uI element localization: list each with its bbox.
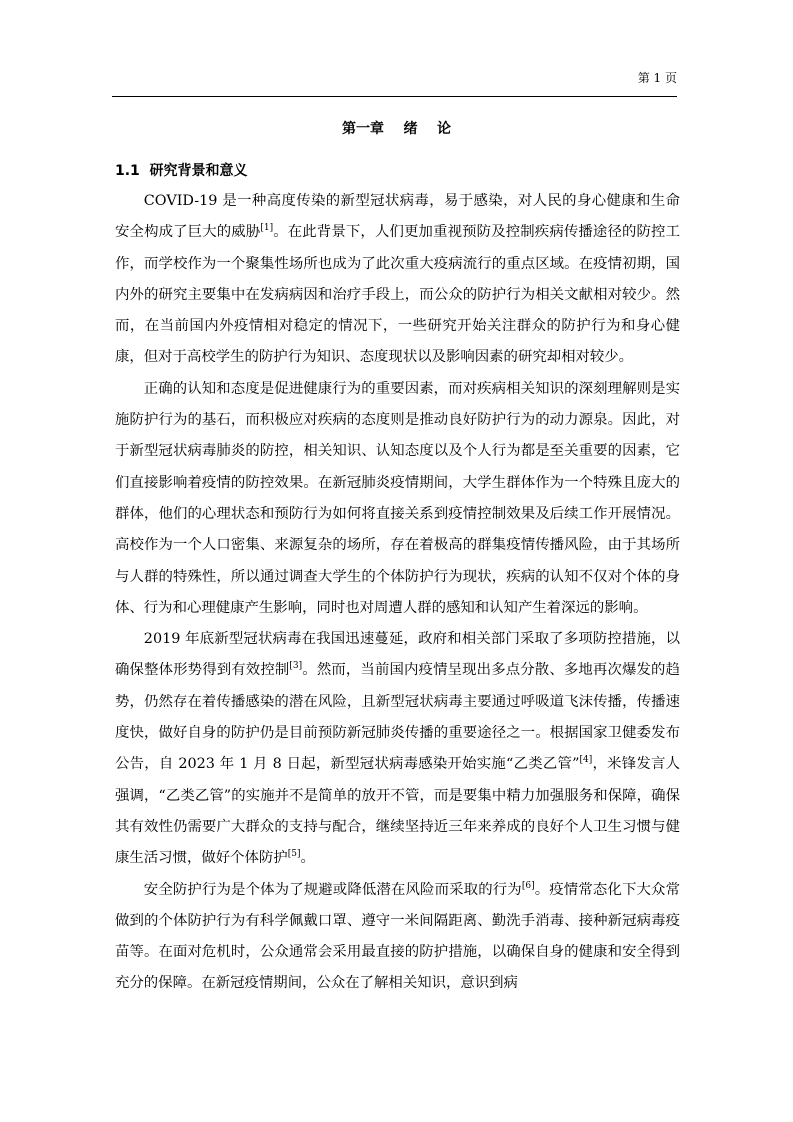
paragraph	[115, 624, 680, 874]
text-run: 。在此背景下，人们更加重视预防及控制疾病传播途径的防控工作，而学校作为一个聚集性场所也成为了此次重大疫病流行的重点区域。在疫情初期，国内外的研究主要集中在发病病因和治疗手段上，而公众的防护行为相关文献相对较少。然而，在当前国内外疫情相对稳定的情况下，一些研究开始关注群众的防护行为和身心健康，但对于高校学生的防护行为知识、态度现状以及影响因素的研究却相对较少。	[115, 224, 680, 366]
citation-ref: [1]	[260, 223, 274, 234]
text-run: 安全防护行为是个体为了规避或降低潜在风险而采取的行为	[143, 881, 522, 898]
text-run: 。疫情常态化下大众常做到的个体防护行为有科学佩戴口罩、遵守一米间隔距离、勤洗手消毒、接种新冠病毒疫苗等。在面对危机时，公众通常会采用最直接的防护措施，以确保自身的健康和安全得到充分的保障。在新冠疫情期间，公众在了解相关知识，意识到病	[115, 881, 680, 992]
citation-ref: [4]	[579, 755, 593, 766]
paragraph	[115, 875, 680, 1000]
paragraph	[115, 374, 680, 624]
text-run: ，米锋发言人强调，“乙类乙管”的实施并不是简单的放开不管，而是要集中精力加强服务和保障，确保其有效性仍需要广大群众的支持与配合，继续坚持近三年来养成的良好个人卫生习惯与健康生活习惯，做好个体防护	[115, 756, 680, 867]
header-divider	[112, 96, 677, 97]
body-text	[115, 186, 680, 1000]
page-header	[117, 70, 677, 86]
text-run: 。然而，当前国内疫情呈现出多点分散、多地再次爆发的趋势，仍然存在着传播感染的潜在风险，且新型冠状病毒主要通过呼吸道飞沫传播，传播速度快，做好自身的防护仍是目前预防新冠肺炎传播的重要途径之一。根据国家卫健委发布公告，自 2023 年 1 月 8 日起，新型冠状病毒感染开始实施“乙类乙管”	[115, 662, 680, 773]
text-run: 正确的认知和态度是促进健康行为的重要因素，而对疾病相关知识的深刻理解则是实施防护行为的基石，而积极应对疾病的态度则是推动良好防护行为的动力源泉。因此，对于新型冠状病毒肺炎的防控，相关知识、认知态度以及个人行为都是至关重要的因素，它们直接影响着疫情的防控效果。在新冠肺炎疫情期间，大学生群体作为一个特殊且庞大的群体，他们的心理状态和预防行为如何将直接关系到疫情控制效果及后续工作开展情况。高校作为一个人口密集、来源复杂的场所，存在着极高的群集疫情传播风险，由于其场所与人群的特殊性，所以通过调查大学生的个体防护行为现状，疾病的认知不仅对个体的身体、行为和心理健康产生影响，同时也对周遭人群的感知和认知产生着深远的影响。	[115, 380, 680, 616]
citation-ref: [6]	[521, 880, 535, 891]
text-run: COVID-19 是一种高度传染的新型冠状病毒，易于感染，对人民的身心健康和生命安全构成了巨大的威胁	[115, 193, 680, 241]
section-heading: 1.1 研究背景和意义	[115, 163, 248, 179]
paragraph	[115, 186, 680, 374]
chapter-title: 第一章 绪 论	[342, 121, 451, 137]
page-number-label: 第 1 页	[637, 71, 677, 85]
text-run: 2019 年底新型冠状病毒在我国迅速蔓延，政府和相关部门采取了多项防控措施，以确保整体形势得到有效控制	[115, 631, 680, 679]
citation-ref: [3]	[289, 661, 303, 672]
citation-ref: [5]	[287, 849, 301, 860]
text-run: 。	[300, 850, 315, 867]
